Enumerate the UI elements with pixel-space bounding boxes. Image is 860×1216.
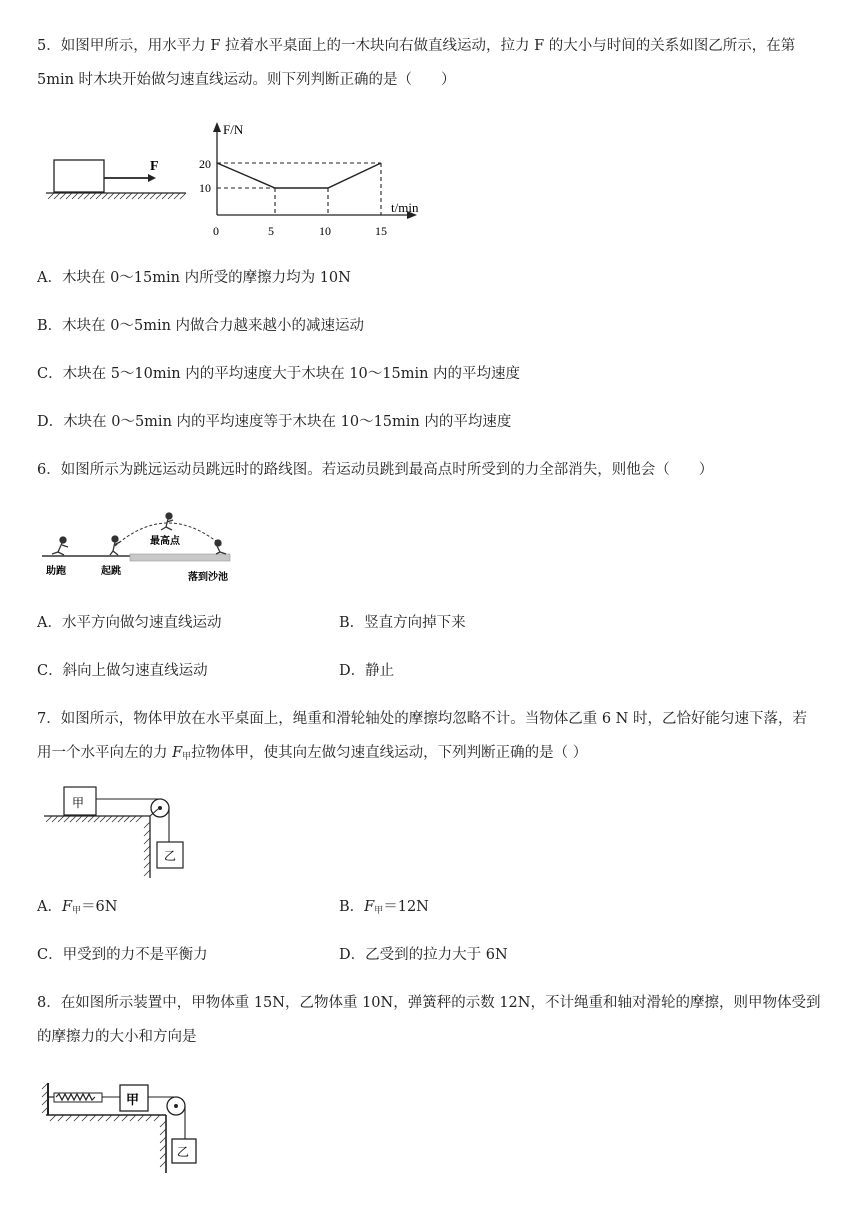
q6-label-land: 落到沙池 [188,572,228,583]
q5-option-c[interactable]: C．木块在 5～10min 内的平均速度大于木块在 10～15min 内的平均速度 [37,366,521,382]
q7-block-jia-label: 甲 [72,796,85,810]
q7-stem-line2 [37,743,587,767]
graph-x-tick-10: 10 [319,224,331,238]
q6-option-a[interactable]: A．水平方向做匀速直线运动 [37,615,222,631]
q7-option-a-value: ＝6N [81,899,118,915]
q8-spring-scale-figure [40,1075,200,1175]
q5-stem-line2: 5min 时木块开始做匀速直线运动。则下列判断正确的是（ ） [37,72,456,88]
q7-pulley-figure [40,782,200,882]
graph-force-curve [217,163,381,188]
graph-y-axis-label: F/N [223,122,244,137]
q7-block-yi-label: 乙 [164,849,177,863]
q5-option-d[interactable]: D．木块在 0～5min 内的平均速度等于木块在 10～15min 内的平均速度 [37,414,512,430]
graph-x-tick-15: 15 [375,224,387,238]
q5-stem-line1: 5．如图甲所示，用水平力 F 拉着水平桌面上的一木块向右做直线运动，拉力 F 的大小与时间的关系如图乙所示，在第 [37,38,796,54]
q7-option-a[interactable] [37,897,117,921]
q6-label-top: 最高点 [150,536,180,547]
q7-stem-text-a: 用一个水平向左的力 [37,745,173,761]
q7-stem-text-b: 拉物体甲，使其向左做匀速直线运动，下列判断正确的是（ ） [191,745,588,761]
q8-stem-line2: 的摩擦力的大小和方向是 [37,1029,197,1045]
q5-option-a[interactable]: A．木块在 0～15min 内所受的摩擦力均为 10N [37,270,351,286]
q6-stem-line1: 6．如图所示为跳远运动员跳远时的路线图。若运动员跳到最高点时所受到的力全部消失，则他会（ ） [37,462,714,478]
q7-option-b-prefix: B． [339,899,365,915]
q8-block-jia-label: 甲 [126,1092,140,1107]
q7-option-d[interactable]: D．乙受到的拉力大于 6N [339,947,508,963]
q5-option-b[interactable]: B．木块在 0～5min 内做合力越来越小的减速运动 [37,318,365,334]
q6-label-run: 助跑 [46,566,66,577]
q6-option-d[interactable]: D．静止 [339,663,395,679]
q7-option-c[interactable]: C．甲受到的力不是平衡力 [37,947,208,963]
q7-option-b-subscript: 甲 [374,906,384,916]
q7-option-b-value: ＝12N [383,899,429,915]
q7-option-b[interactable] [339,897,429,921]
q7-stem-line1: 7．如图所示，物体甲放在水平桌面上，绳重和滑轮轴处的摩擦均忽略不计。当物体乙重 6 N 时，乙恰好能匀速下落，若 [37,711,807,727]
q7-option-b-force: F [364,899,375,915]
q7-force-symbol: F [172,745,183,761]
q8-stem-line1: 8．在如图所示装置中，甲物体重 15N，乙物体重 10N，弹簧秤的示数 12N，不计绳重和轴对滑轮的摩擦，则甲物体受到 [37,995,821,1011]
q6-label-jump: 起跳 [101,566,121,577]
q7-option-a-prefix: A． [37,899,62,915]
q5-force-label: F [150,159,159,174]
graph-y-tick-20: 20 [199,157,211,171]
q8-block-yi-label: 乙 [177,1145,190,1159]
graph-x-axis-label: t/min [391,200,419,215]
graph-y-tick-10: 10 [199,181,211,195]
q7-option-a-subscript: 甲 [72,906,82,916]
q7-force-subscript: 甲 [182,752,192,762]
q5-force-time-graph [195,118,425,243]
q5-block-figure [40,150,190,205]
q6-option-c[interactable]: C．斜向上做匀速直线运动 [37,663,208,679]
q6-long-jump-figure [40,508,240,586]
q7-option-a-force: F [61,899,73,915]
graph-x-tick-0: 0 [213,224,219,238]
graph-x-tick-5: 5 [268,224,274,238]
q6-option-b[interactable]: B．竖直方向掉下来 [339,615,466,631]
